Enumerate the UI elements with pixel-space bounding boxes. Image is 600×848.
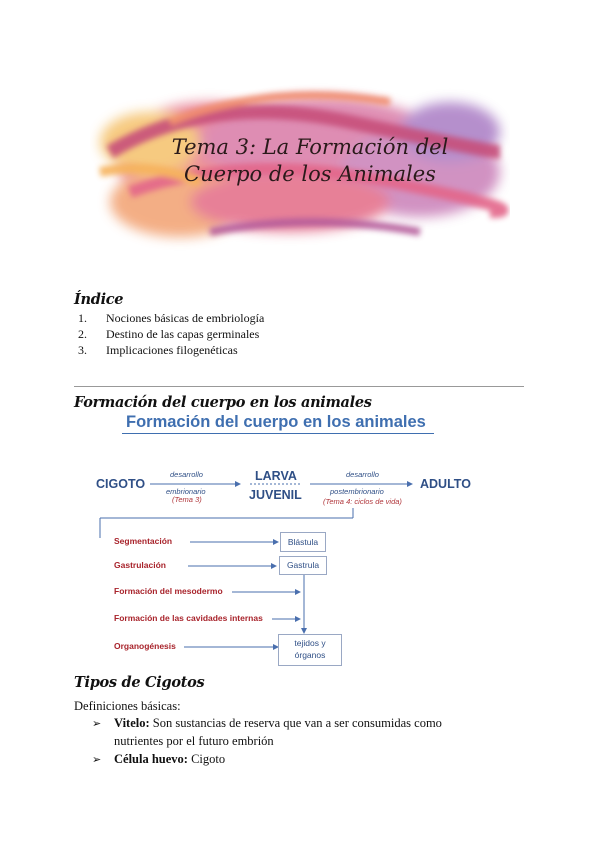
arrow-bullet-icon: ➢	[92, 717, 102, 730]
index-item	[78, 342, 264, 358]
definition-vitelo	[92, 714, 532, 733]
index-item-label: Destino de las capas germinales	[106, 327, 260, 341]
box-tejidos-line-1: tejidos y	[294, 638, 326, 648]
index-item-number: 2.	[78, 327, 87, 341]
index-item	[78, 326, 264, 342]
arrow1-top-label: desarrollo	[170, 470, 203, 479]
index-heading: Índice	[74, 291, 124, 308]
arrow2-bottom-label: (Tema 4: ciclos de vida)	[323, 497, 402, 506]
document-title	[150, 134, 470, 188]
cigotos-heading: Tipos de Cigotos	[74, 674, 205, 691]
arrow1-mid-label: embrionario	[166, 487, 206, 496]
larva-label: LARVA	[255, 469, 297, 483]
definition-text: Son sustancias de reserva que van a ser consumidas como	[149, 716, 442, 730]
arrow-bullet-icon: ➢	[92, 753, 102, 766]
title-line-1: Tema 3: La Formación del	[171, 135, 449, 159]
definition-term: Célula huevo:	[114, 752, 188, 766]
box-tejidos-organos	[278, 634, 342, 666]
index-item-number: 3.	[78, 343, 87, 357]
horizontal-divider	[74, 386, 524, 387]
box-tejidos-line-2: órganos	[294, 650, 326, 660]
formacion-heading: Formación del cuerpo en los animales	[74, 394, 372, 411]
arrow1-bottom-label: (Tema 3)	[172, 495, 202, 504]
step-segmentacion: Segmentación	[114, 536, 173, 546]
step-organogenesis: Organogénesis	[114, 641, 176, 651]
adulto-label: ADULTO	[420, 477, 471, 491]
step-mesodermo: Formación del mesodermo	[114, 586, 223, 596]
title-line-2: Cuerpo de los Animales	[184, 162, 436, 186]
diagram-title: Formación del cuerpo en los animales	[122, 413, 434, 434]
index-item-number: 1.	[78, 311, 87, 325]
arrow2-mid-label: postembrionario	[330, 487, 384, 496]
index-item	[78, 310, 264, 326]
cigotos-intro: Definiciones básicas:	[74, 699, 181, 713]
step-gastrulacion: Gastrulación	[114, 560, 166, 570]
arrow2-top-label: desarrollo	[346, 470, 379, 479]
box-gastrula: Gastrula	[279, 556, 327, 575]
cigoto-label: CIGOTO	[96, 477, 146, 491]
index-item-label: Implicaciones filogenéticas	[106, 343, 238, 357]
box-blastula: Blástula	[280, 532, 326, 552]
definition-term: Vitelo:	[114, 716, 150, 730]
definition-text: Cigoto	[187, 752, 226, 766]
index-list	[78, 310, 264, 358]
index-item-label: Nociones básicas de embriología	[106, 311, 265, 325]
juvenil-label: JUVENIL	[249, 488, 302, 502]
step-cavidades: Formación de las cavidades internas	[114, 613, 263, 623]
definition-celula-huevo	[92, 750, 532, 769]
definition-vitelo-continued: nutrientes por el futuro embrión	[114, 734, 274, 748]
